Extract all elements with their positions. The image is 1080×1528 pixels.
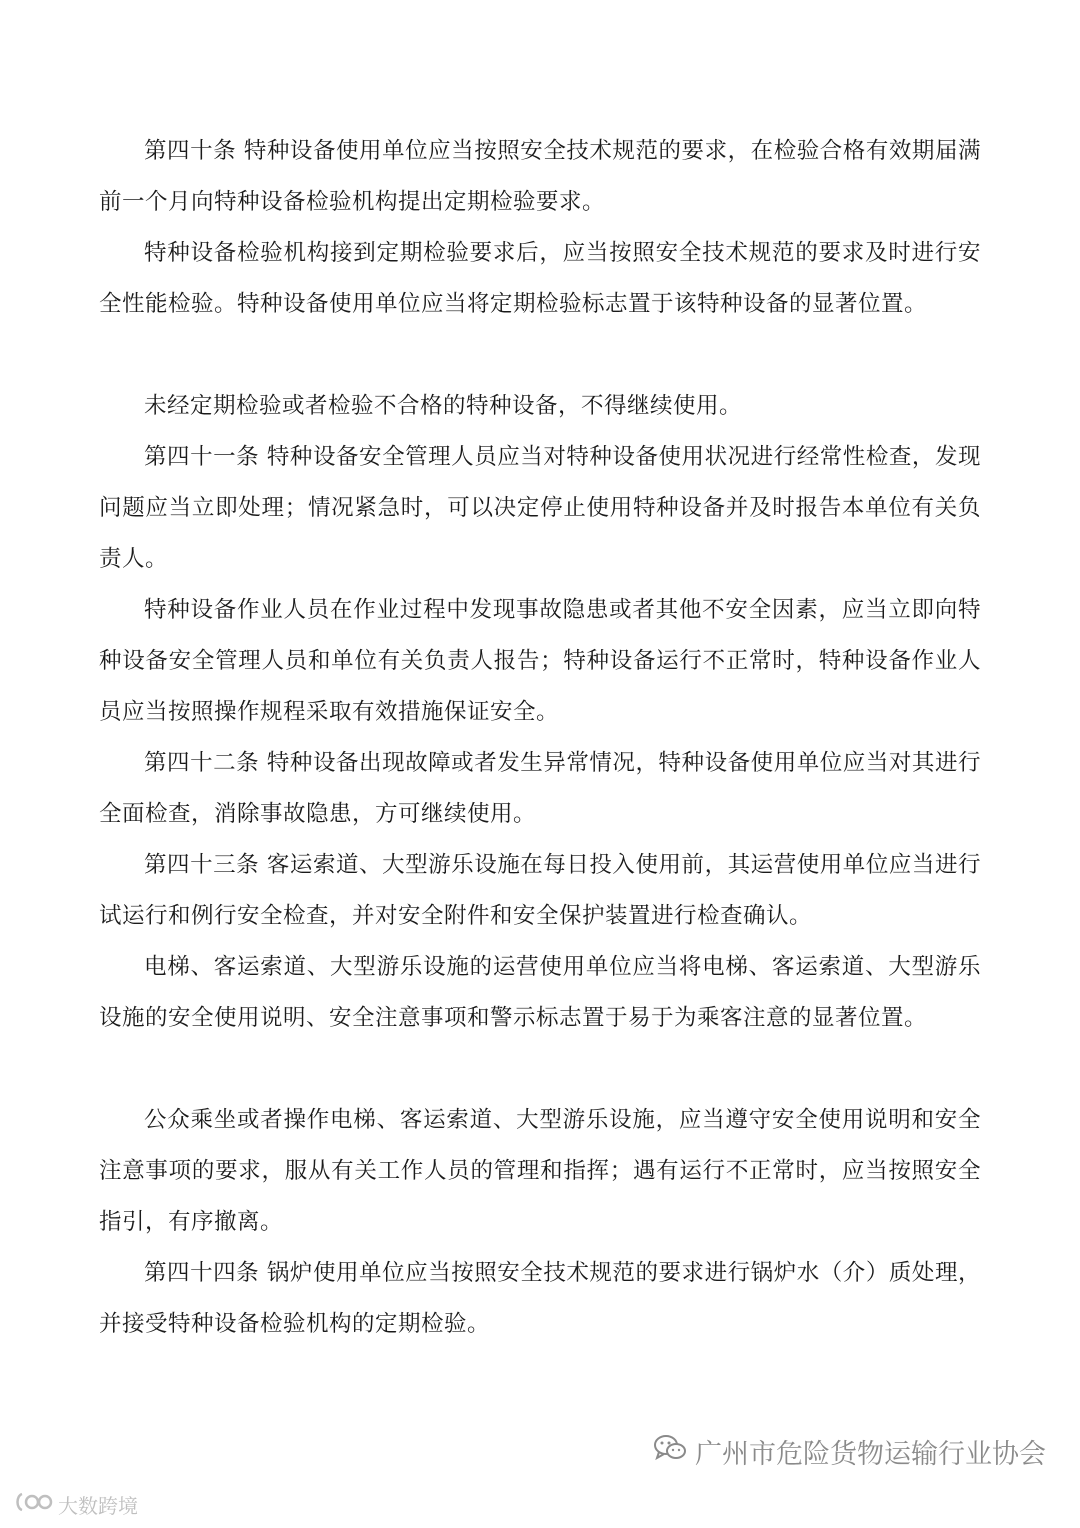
paragraph-article-41-operators: 特种设备作业人员在作业过程中发现事故隐患或者其他不安全因素，应当立即向特种设备安全管理人员和单位有关负责人报告；特种设备运行不正常时，特种设备作业人员应当按照操作规程采取有效措施保证安全。 — [99, 597, 981, 725]
source-text: 大数跨境 — [58, 1494, 138, 1518]
paragraph-article-43-notice: 电梯、客运索道、大型游乐设施的运营使用单位应当将电梯、客运索道、大型游乐设施的安全使用说明、安全注意事项和警示标志置于易于为乘客注意的显著位置。 — [99, 954, 981, 1031]
watermark-text: 广州市危险货物运输行业协会 — [695, 1439, 1046, 1470]
watermark — [653, 1432, 1046, 1471]
paragraph-article-40: 第四十条 特种设备使用单位应当按照安全技术规范的要求，在检验合格有效期届满前一个月向特种设备检验机构提出定期检验要求。 — [99, 138, 981, 215]
source-logo-icon — [14, 1490, 54, 1519]
paragraph-article-44: 第四十四条 锅炉使用单位应当按照安全技术规范的要求进行锅炉水（介）质处理，并接受特种设备检验机构的定期检验。 — [99, 1260, 981, 1337]
source-mark — [14, 1490, 138, 1519]
paragraph-article-40-inspection: 特种设备检验机构接到定期检验要求后，应当按照安全技术规范的要求及时进行安全性能检验。特种设备使用单位应当将定期检验标志置于该特种设备的显著位置。 — [99, 240, 981, 317]
paragraph-article-41: 第四十一条 特种设备安全管理人员应当对特种设备使用状况进行经常性检查，发现问题应当立即处理；情况紧急时，可以决定停止使用特种设备并及时报告本单位有关负责人。 — [99, 444, 981, 572]
paragraph-article-43-public: 公众乘坐或者操作电梯、客运索道、大型游乐设施，应当遵守安全使用说明和安全注意事项的要求，服从有关工作人员的管理和指挥；遇有运行不正常时，应当按照安全指引，有序撤离。 — [99, 1107, 981, 1235]
paragraph-article-43: 第四十三条 客运索道、大型游乐设施在每日投入使用前，其运营使用单位应当进行试运行和例行安全检查，并对安全附件和安全保护装置进行检查确认。 — [99, 852, 981, 929]
paragraph-article-42: 第四十二条 特种设备出现故障或者发生异常情况，特种设备使用单位应当对其进行全面检查，消除事故隐患，方可继续使用。 — [99, 750, 981, 827]
wechat-icon — [653, 1433, 687, 1470]
paragraph-article-40-prohibition: 未经定期检验或者检验不合格的特种设备，不得继续使用。 — [144, 393, 743, 419]
